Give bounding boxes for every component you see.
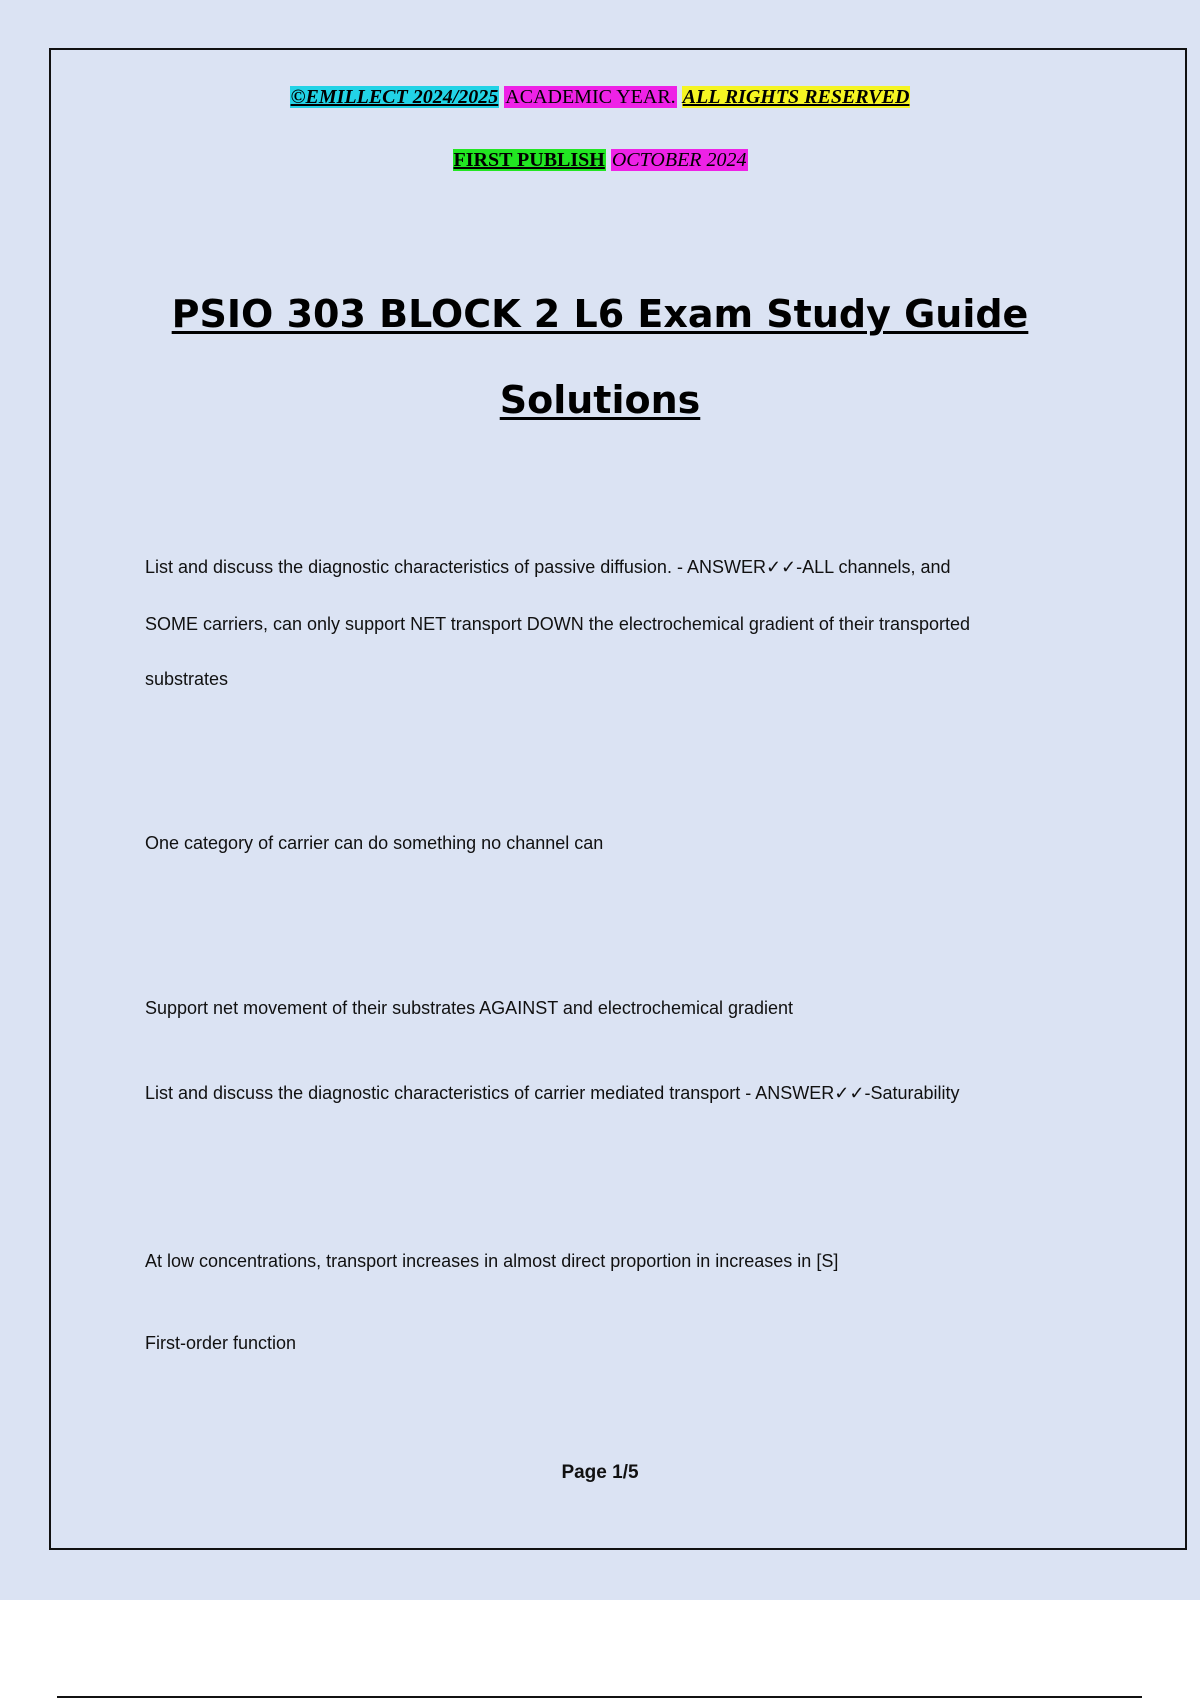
header-highlight-segment: ACADEMIC YEAR. — [505, 86, 676, 108]
question-1-line-1: List and discuss the diagnostic characteristics of passive diffusion. - ANSWER✓✓-ALL channels, and — [145, 557, 951, 577]
document-title-continued: Solutions — [499, 378, 701, 422]
question-2: List and discuss the diagnostic characteristics of carrier mediated transport - ANSWER✓✓-Saturability — [145, 1083, 960, 1103]
header-highlight-segment — [677, 86, 682, 108]
publish-header — [0, 147, 1200, 173]
bottom-divider — [57, 1696, 1142, 1698]
page-number: Page 1/5 — [561, 1462, 639, 1483]
paragraph-first-order: First-order function — [145, 1333, 297, 1353]
paragraph-carrier-category: One category of carrier can do something no channel can — [145, 833, 604, 853]
question-1-line-3: substrates — [145, 669, 229, 689]
paragraph-low-concentrations: At low concentrations, transport increases in almost direct proportion in increases in [S] — [145, 1251, 839, 1271]
header-highlight-segment: OCTOBER 2024 — [611, 149, 747, 171]
copyright-header — [0, 84, 1200, 110]
question-1-line-2: SOME carriers, can only support NET transport DOWN the electrochemical gradient of their transported — [145, 614, 971, 634]
header-highlight-segment: ©EMILLECT 2024/2025 — [290, 86, 499, 108]
document-title: PSIO 303 BLOCK 2 L6 Exam Study Guide — [171, 292, 1029, 336]
header-highlight-segment: ALL RIGHTS RESERVED — [682, 86, 910, 108]
page-border — [49, 48, 1187, 1550]
paragraph-support-net-movement: Support net movement of their substrates AGAINST and electrochemical gradient — [145, 998, 793, 1018]
header-highlight-segment: FIRST PUBLISH — [453, 149, 605, 171]
